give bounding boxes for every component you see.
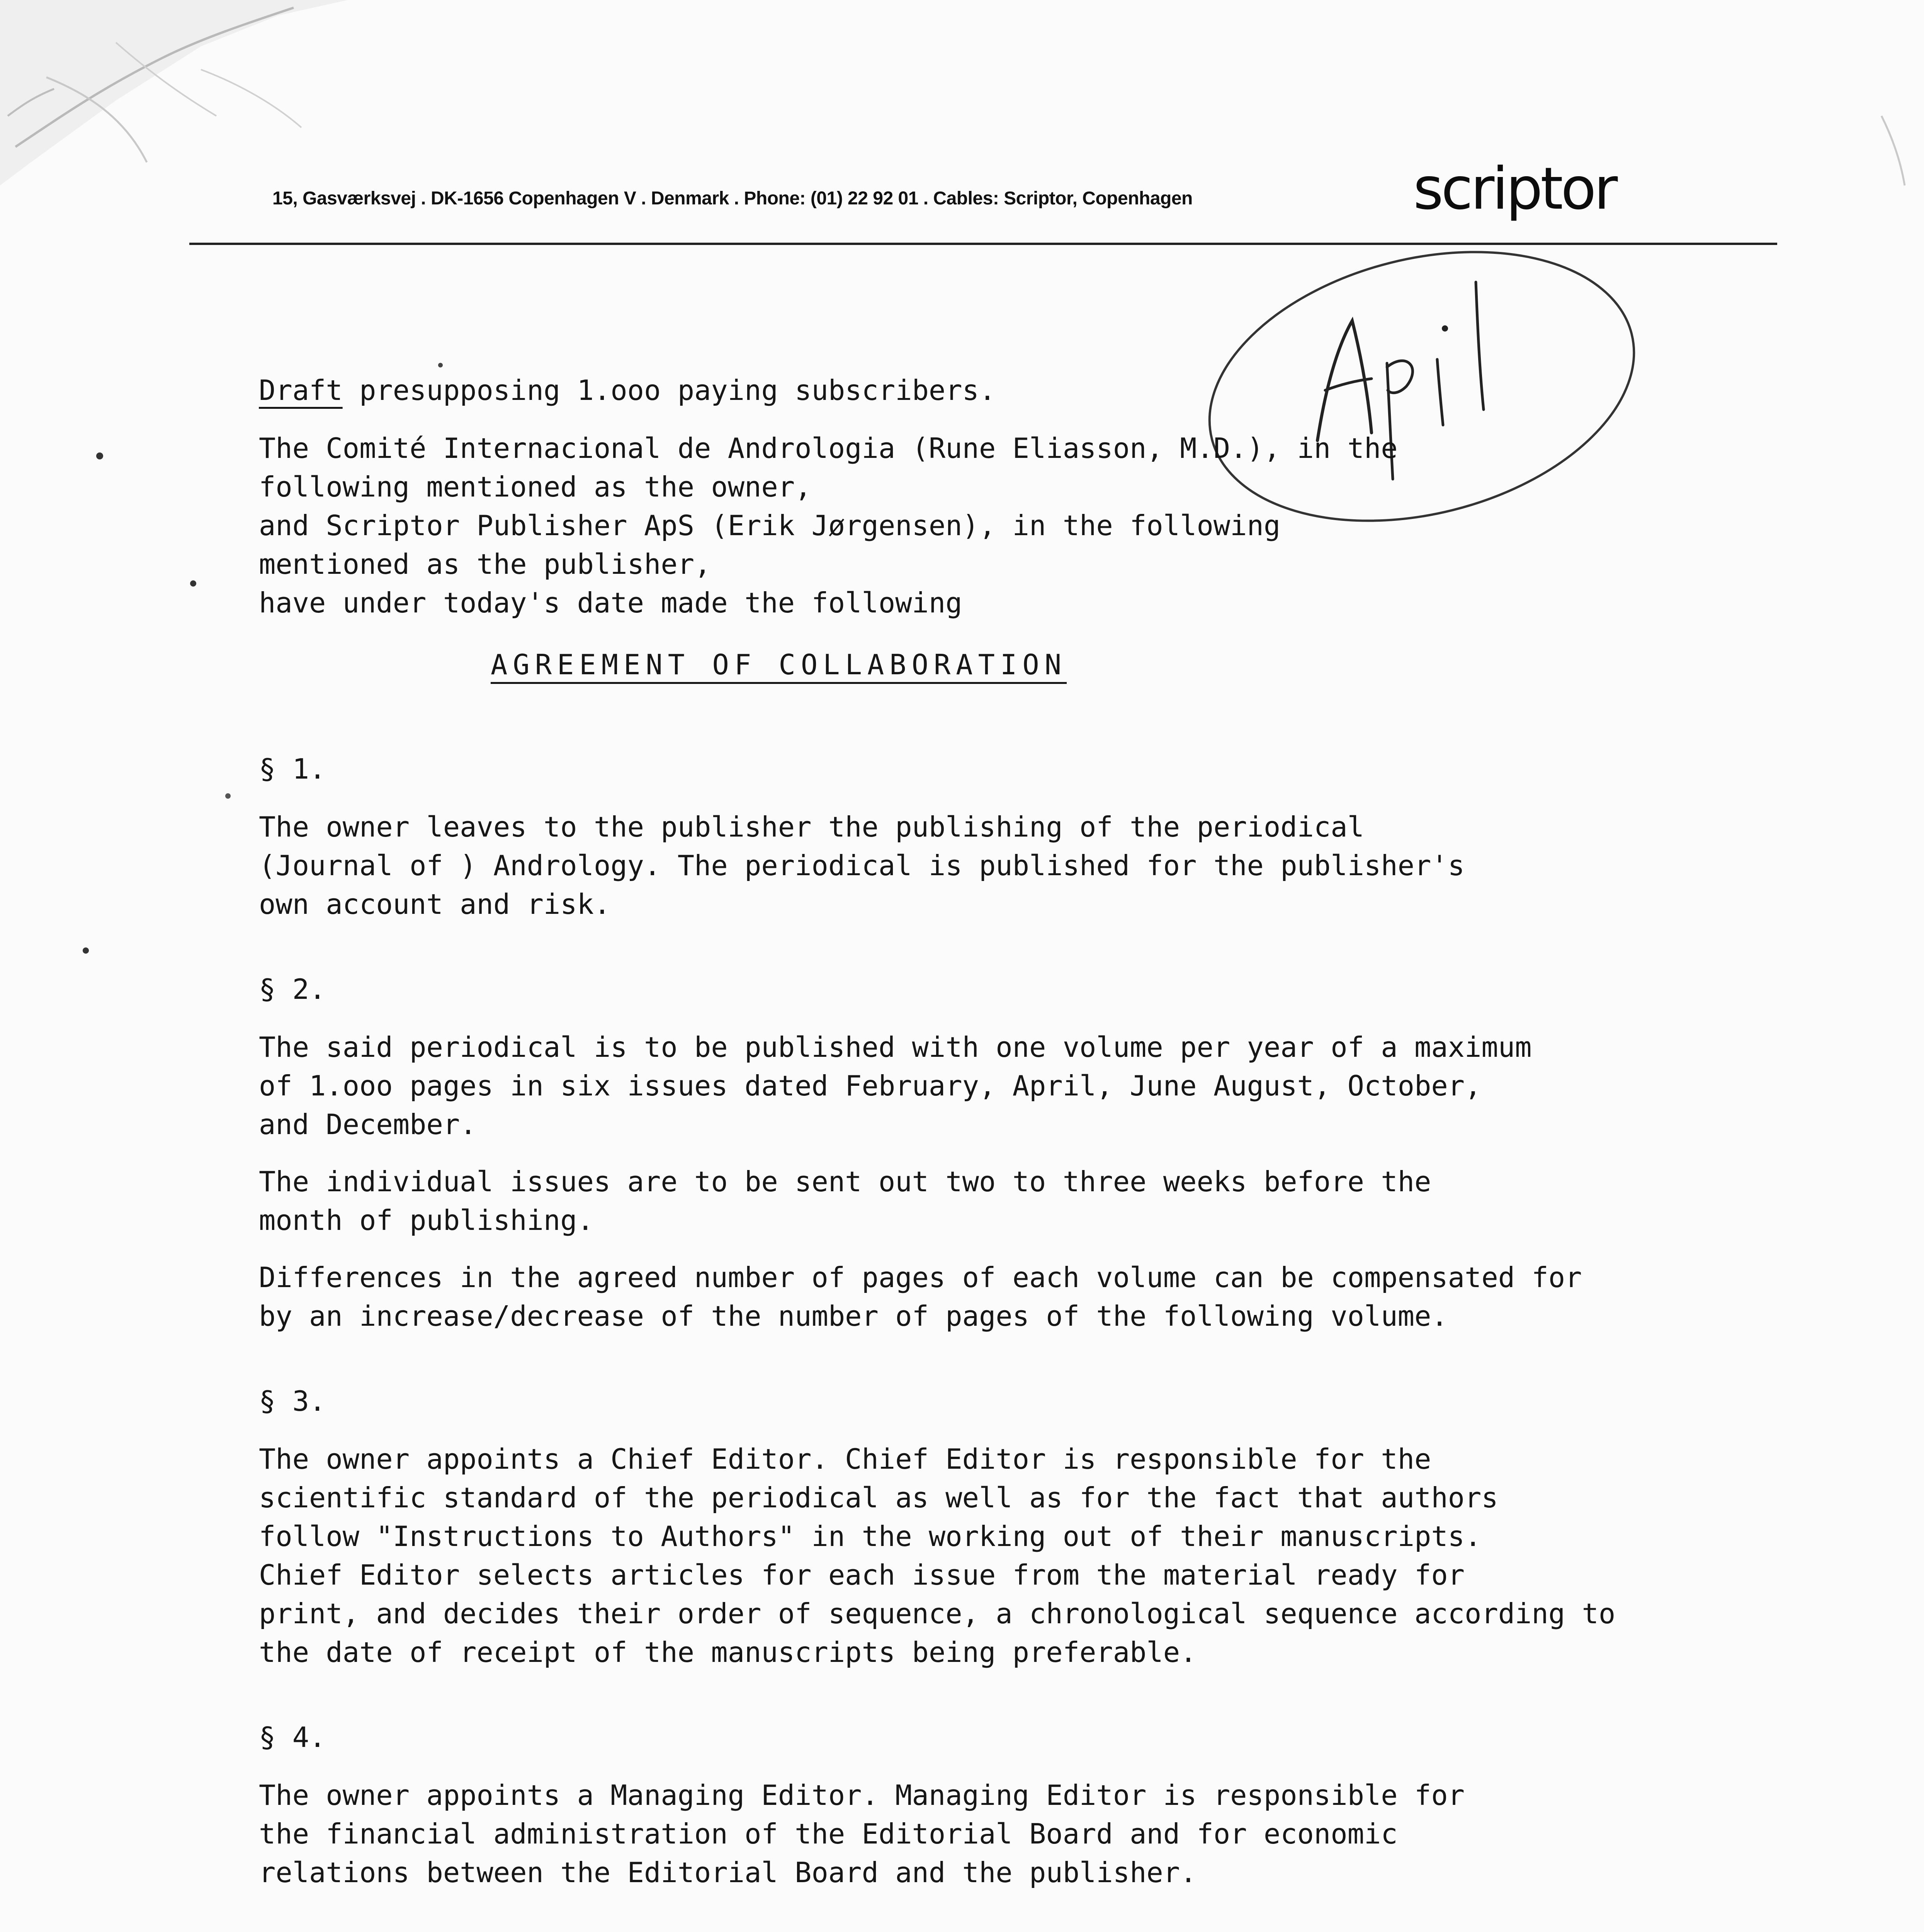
section-heading-1: § 1.: [259, 753, 326, 785]
paragraph-line: relations between the Editorial Board and the publisher.: [259, 1856, 1197, 1889]
section-heading-4: § 4.: [259, 1721, 326, 1753]
paragraph-line: of 1.ooo pages in six issues dated February, April, June August, October,: [259, 1070, 1482, 1102]
paragraph-line: follow "Instructions to Authors" in the working out of their manuscripts.: [259, 1520, 1482, 1553]
section-3-paragraph: [259, 1440, 1847, 1672]
agreement-title-text: AGREEMENT OF COLLABORATION: [491, 648, 1067, 681]
document-body: [259, 371, 1847, 1932]
section-heading-3: § 3.: [259, 1385, 326, 1417]
paragraph-line: by an increase/decrease of the number of pages of the following volume.: [259, 1300, 1448, 1332]
section-2-paragraph-2: [259, 1162, 1847, 1240]
intro-line: and Scriptor Publisher ApS (Erik Jørgensen), in the following: [259, 509, 1281, 542]
section-4-paragraph: [259, 1776, 1847, 1892]
paragraph-line: The individual issues are to be sent out two to three weeks before the: [259, 1165, 1431, 1198]
section-1-paragraph: [259, 808, 1847, 923]
brand-logo: scriptor: [1413, 155, 1616, 223]
intro-line: mentioned as the publisher,: [259, 548, 711, 580]
intro-line: following mentioned as the owner,: [259, 471, 812, 503]
paragraph-line: print, and decides their order of sequence, a chronological sequence according to: [259, 1597, 1616, 1630]
paragraph-line: The said periodical is to be published with one volume per year of a maximum: [259, 1031, 1532, 1063]
agreement-title: [491, 645, 1847, 699]
paragraph-line: Differences in the agreed number of pages of each volume can be compensated for: [259, 1261, 1582, 1294]
letterhead-address: 15, Gasværksvej . DK-1656 Copenhagen V . Denmark . Phone: (01) 22 92 01 . Cables: Scriptor, Copenhagen: [272, 188, 1193, 209]
section-2-paragraph-3: [259, 1258, 1847, 1335]
paragraph-line: The owner appoints a Managing Editor. Managing Editor is responsible for: [259, 1779, 1465, 1811]
paragraph-line: month of publishing.: [259, 1204, 594, 1236]
paragraph-line: and December.: [259, 1108, 477, 1141]
intro-line: The Comité Internacional de Andrologia (Rune Eliasson, M.D.), in the: [259, 432, 1398, 464]
draft-word: Draft: [259, 374, 343, 406]
paragraph-line: the financial administration of the Editorial Board and for economic: [259, 1818, 1398, 1850]
paragraph-line: scientific standard of the periodical as well as for the fact that authors: [259, 1481, 1498, 1514]
paragraph-line: Chief Editor selects articles for each issue from the material ready for: [259, 1559, 1465, 1591]
intro-line: have under today's date made the following: [259, 587, 962, 619]
paragraph-line: The owner appoints a Chief Editor. Chief Editor is responsible for the: [259, 1443, 1431, 1475]
paragraph-line: the date of receipt of the manuscripts being preferable.: [259, 1636, 1197, 1668]
paragraph-line: The owner leaves to the publisher the publishing of the periodical: [259, 811, 1364, 843]
draft-line: [259, 371, 1847, 410]
paragraph-line: (Journal of ) Andrology. The periodical is published for the publisher's: [259, 849, 1465, 882]
intro-paragraph: [259, 429, 1847, 622]
paragraph-line: own account and risk.: [259, 888, 611, 920]
section-2-paragraph-1: [259, 1028, 1847, 1144]
draft-rest: presupposing 1.ooo paying subscribers.: [342, 374, 996, 406]
section-heading-2: § 2.: [259, 973, 326, 1005]
